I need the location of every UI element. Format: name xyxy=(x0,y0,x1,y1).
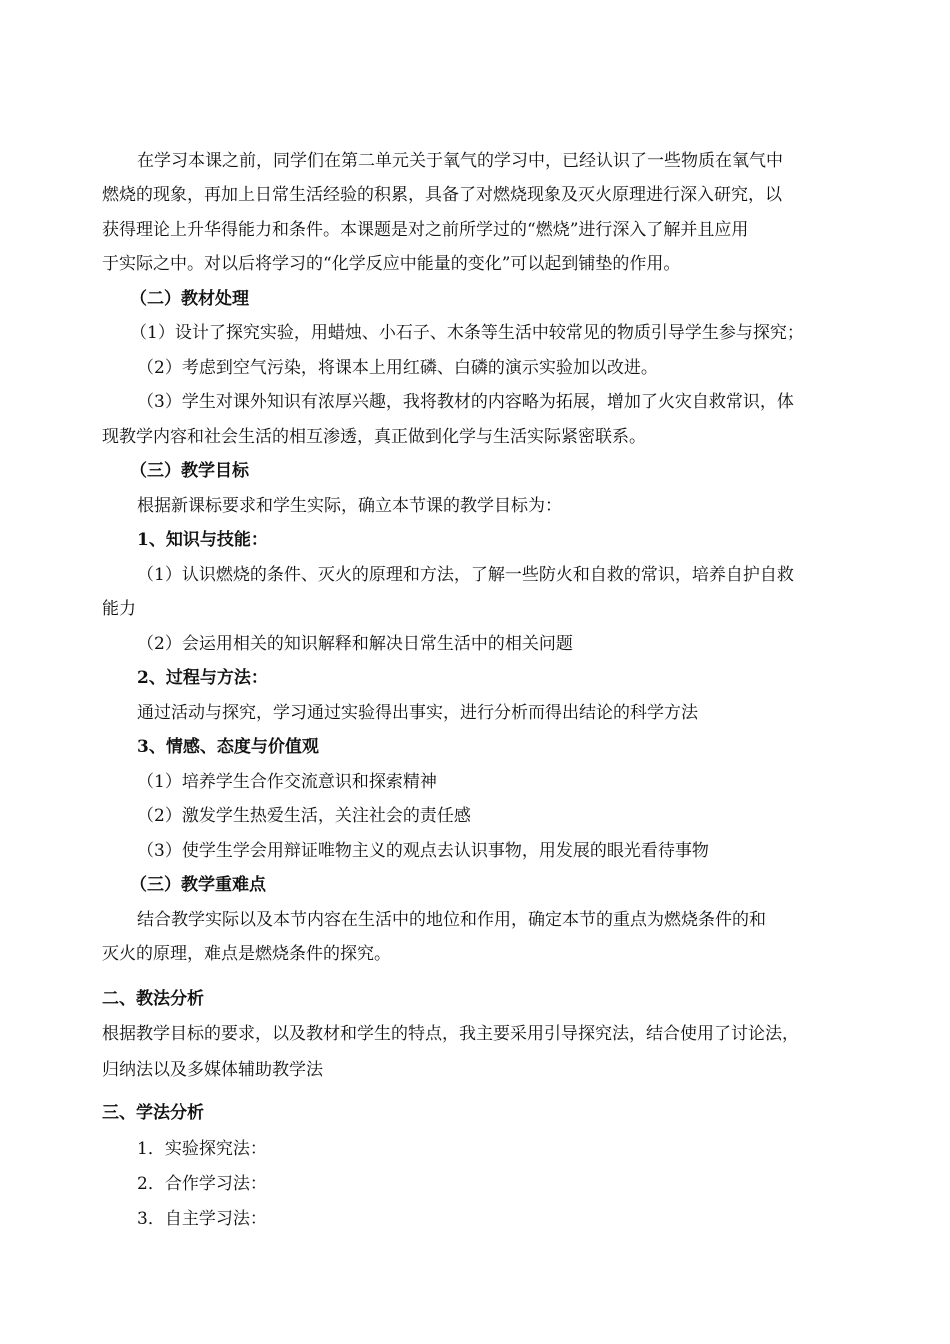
material-heading: （二）教材处理 xyxy=(130,289,249,309)
process-heading: 2、过程与方法： xyxy=(137,668,268,688)
teaching-method-heading: 二、教法分析 xyxy=(102,989,204,1009)
emotion-item-3: （3）使学生学会用辩证唯物主义的观点去认识事物，用发展的眼光看待事物 xyxy=(137,841,709,861)
goals-heading: （三）教学目标 xyxy=(130,461,249,481)
material-item-3-line-1: （3）学生对课外知识有浓厚兴趣，我将教材的内容略为拓展，增加了火灾自救常识，体 xyxy=(137,392,794,412)
keypoints-line-2: 灭火的原理，难点是燃烧条件的探究。 xyxy=(102,944,391,964)
study-method-heading: 三、学法分析 xyxy=(102,1103,204,1123)
intro-line-1: 在学习本课之前，同学们在第二单元关于氧气的学习中，已经认识了一些物质在氧气中 xyxy=(137,151,783,171)
knowledge-heading: 1、知识与技能： xyxy=(137,530,268,550)
study-method-item-2: 2．合作学习法： xyxy=(137,1174,267,1194)
process-item-1: 通过活动与探究，学习通过实验得出事实，进行分析而得出结论的科学方法 xyxy=(137,703,698,723)
study-method-item-1: 1．实验探究法： xyxy=(137,1139,267,1159)
teaching-method-line-1: 根据教学目标的要求，以及教材和学生的特点，我主要采用引导探究法，结合使用了讨论法， xyxy=(102,1024,799,1044)
emotion-heading: 3、情感、态度与价值观 xyxy=(137,737,319,757)
intro-line-3: 获得理论上升华得能力和条件。本课题是对之前所学过的“燃烧”进行深入了解并且应用 xyxy=(102,220,749,240)
intro-line-2: 燃烧的现象，再加上日常生活经验的积累，具备了对燃烧现象及灭火原理进行深入研究，以 xyxy=(102,185,782,205)
keypoints-heading: （三）教学重难点 xyxy=(130,875,266,895)
goals-intro: 根据新课标要求和学生实际，确立本节课的教学目标为： xyxy=(137,496,562,516)
material-item-1: （1）设计了探究实验，用蜡烛、小石子、木条等生活中较常见的物质引导学生参与探究； xyxy=(130,323,804,343)
emotion-item-2: （2）激发学生热爱生活，关注社会的责任感 xyxy=(137,806,471,826)
study-method-item-3: 3．自主学习法： xyxy=(137,1209,267,1229)
knowledge-item-1-line-1: （1）认识燃烧的条件、灭火的原理和方法，了解一些防火和自救的常识，培养自护自救 xyxy=(137,565,794,585)
keypoints-line-1: 结合教学实际以及本节内容在生活中的地位和作用，确定本节的重点为燃烧条件的和 xyxy=(137,910,766,930)
material-item-2: （2）考虑到空气污染，将课本上用红磷、白磷的演示实验加以改进。 xyxy=(137,358,658,378)
emotion-item-1: （1）培养学生合作交流意识和探索精神 xyxy=(137,772,437,792)
intro-line-4: 于实际之中。对以后将学习的“化学反应中能量的变化”可以起到铺垫的作用。 xyxy=(102,254,681,274)
material-item-3-line-2: 现教学内容和社会生活的相互渗透，真正做到化学与生活实际紧密联系。 xyxy=(102,427,646,447)
knowledge-item-1-line-2: 能力 xyxy=(102,599,136,619)
teaching-method-line-2: 归纳法以及多媒体辅助教学法 xyxy=(102,1060,323,1080)
knowledge-item-2: （2）会运用相关的知识解释和解决日常生活中的相关问题 xyxy=(137,634,573,654)
